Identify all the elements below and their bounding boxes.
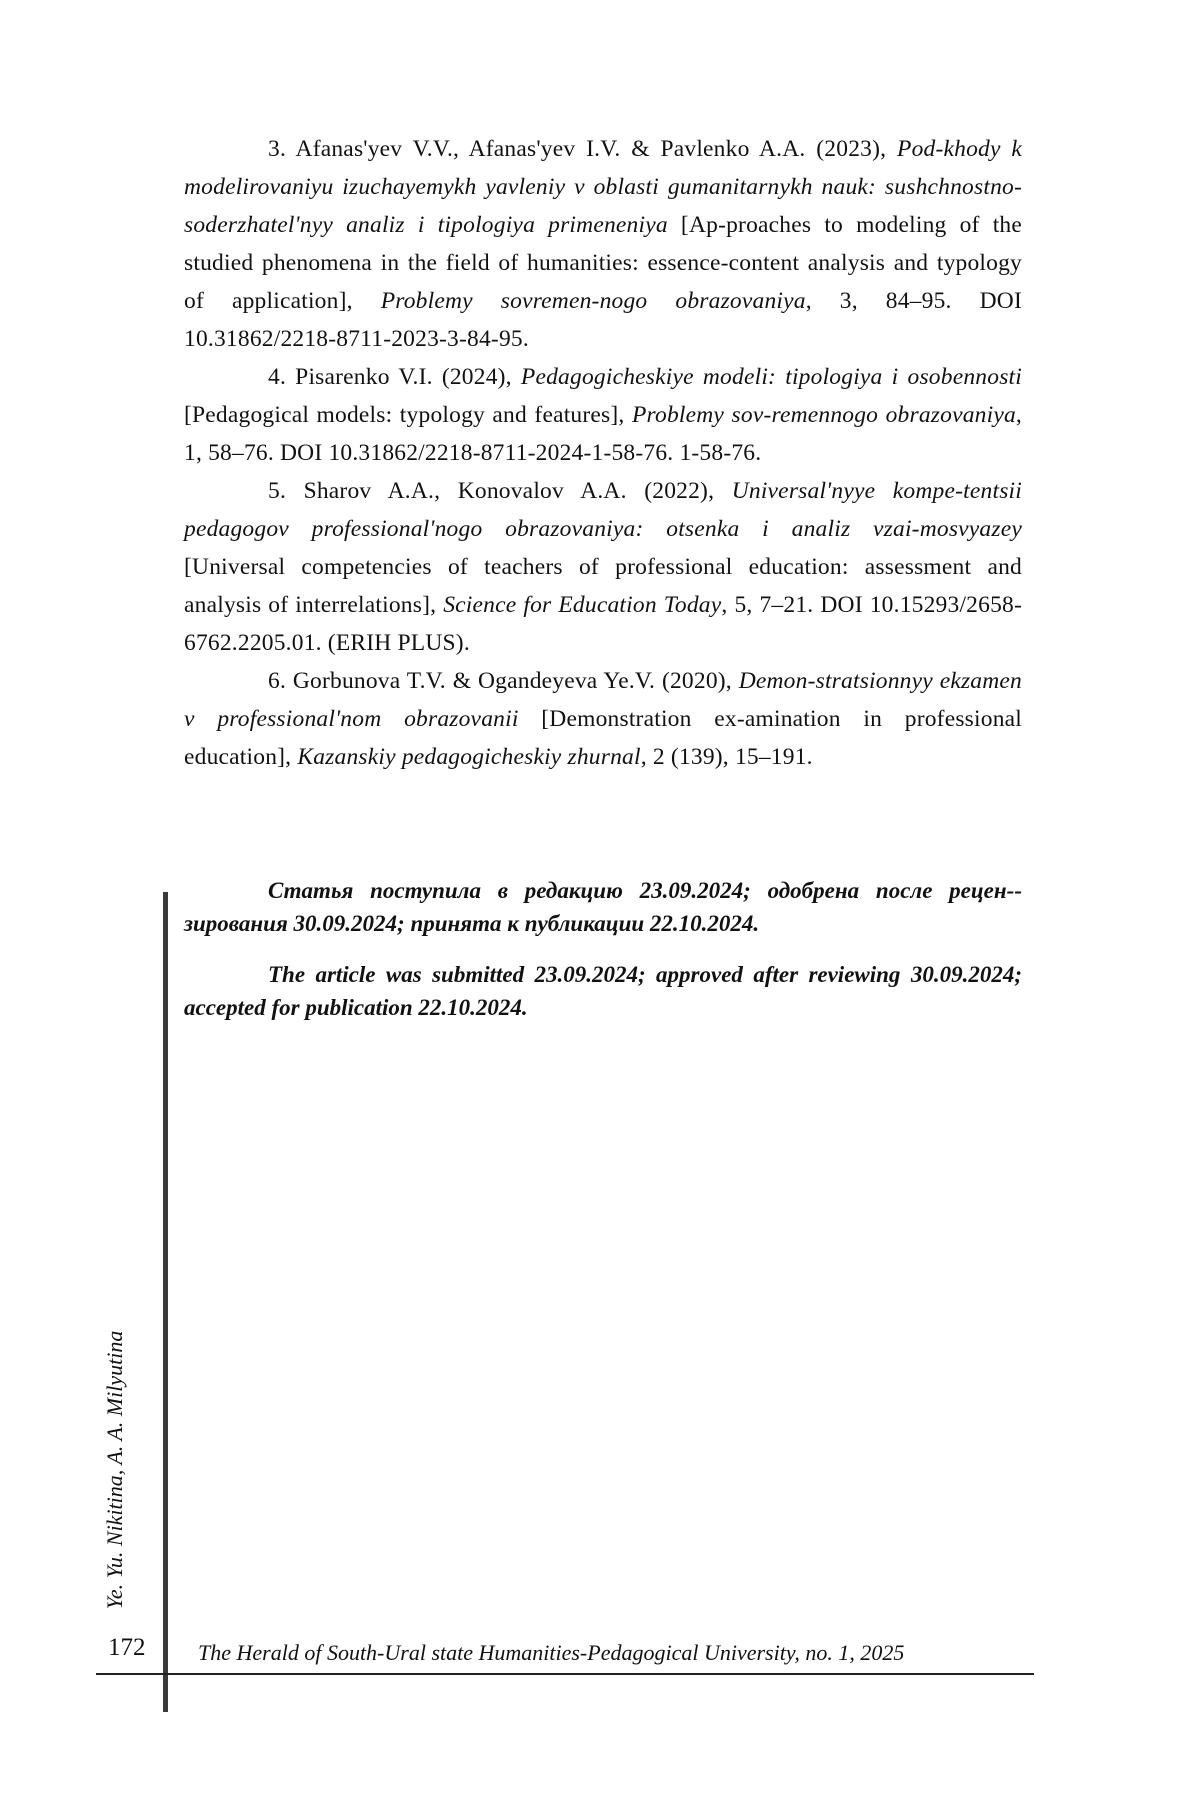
submission-note-en: The article was submitted 23.09.2024; approved after reviewing 30.09.2024; accepted for publication 22.10.2024. bbox=[184, 962, 1022, 1020]
reference-authors: Sharov A.A., Konovalov A.A. (2022), bbox=[303, 478, 715, 504]
reference-translation: [Demonstration ex-amination in professional education], bbox=[184, 706, 1023, 770]
reference-title: Pedagogicheskiye modeli: tipologiya i osobennosti bbox=[520, 364, 1022, 390]
references-list bbox=[184, 130, 1022, 776]
footer-rule bbox=[96, 1673, 1034, 1675]
reference-journal: Kazanskiy pedagogicheskiy zhurnal bbox=[297, 744, 641, 770]
footer-journal-title: The Herald of South-Ural state Humanities-Pedagogical University, no. 1, 2025 bbox=[198, 1640, 905, 1665]
reference-authors: Afanas'yev V.V., Afanas'yev I.V. & Pavlenko A.A. (2023), bbox=[295, 136, 887, 162]
reference-details: , 3, 84–95. DOI 10.31862/2218-8711-2023-3-84-95. bbox=[184, 288, 1022, 352]
submission-note-ru: Статья поступила в редакцию 23.09.2024; одобрена после рецен-зирования 30.09.2024; принята к публикации 22.10.2024. bbox=[184, 878, 1022, 936]
reference-title: Universal'nyye kompe-tentsii pedagogov professional'nogo obrazovaniya: otsenka i analiz vzai-mosvyazey bbox=[184, 478, 1022, 542]
reference-4 bbox=[184, 358, 1022, 472]
reference-number: 3. bbox=[268, 136, 287, 162]
reference-details: , 5, 7–21. DOI 10.15293/2658-6762.2205.01. (ERIH PLUS). bbox=[184, 592, 1023, 656]
reference-details: , 2 (139), 15–191. bbox=[640, 744, 813, 770]
reference-number: 5. bbox=[268, 478, 287, 504]
running-head-authors: Ye. Yu. Nikitina, A. A. Milyutina bbox=[102, 1330, 127, 1610]
reference-title: Demon-stratsionnyy ekzamen v professional'nom obrazovanii bbox=[184, 668, 1023, 732]
reference-translation: [Ap-proaches to modeling of the studied phenomena in the field of humanities: essence-content analysis and typology of application], bbox=[184, 212, 1022, 314]
reference-3 bbox=[184, 130, 1022, 358]
reference-journal: Problemy sovremen-nogo obrazovaniya bbox=[380, 288, 806, 314]
reference-number: 4. bbox=[268, 364, 287, 390]
reference-details: , 1, 58–76. DOI 10.31862/2218-8711-2024-1-58-76. 1-58-76. bbox=[184, 402, 1022, 466]
reference-6 bbox=[184, 662, 1022, 776]
reference-translation: [Pedagogical models: typology and features], bbox=[184, 402, 625, 428]
reference-authors: Gorbunova T.V. & Ogandeyeva Ye.V. (2020), bbox=[292, 668, 732, 694]
reference-number: 6. bbox=[268, 668, 287, 694]
reference-journal: Science for Education Today bbox=[443, 592, 722, 618]
reference-title: Pod-khody k modelirovaniyu izuchayemykh yavleniy v oblasti gumanitarnykh nauk: sushchnostno-soderzhatel'nyy analiz i tipologiya primeneniya bbox=[184, 136, 1023, 238]
page-number: 172 bbox=[108, 1634, 146, 1661]
submission-info bbox=[184, 874, 1022, 1042]
reference-5 bbox=[184, 472, 1022, 662]
reference-journal: Problemy sov-remennogo obrazovaniya bbox=[631, 402, 1016, 428]
reference-authors: Pisarenko V.I. (2024), bbox=[295, 364, 512, 390]
margin-vertical-rule bbox=[163, 892, 168, 1712]
reference-translation: [Universal competencies of teachers of professional education: assessment and analysis of interrelations], bbox=[184, 554, 1022, 618]
